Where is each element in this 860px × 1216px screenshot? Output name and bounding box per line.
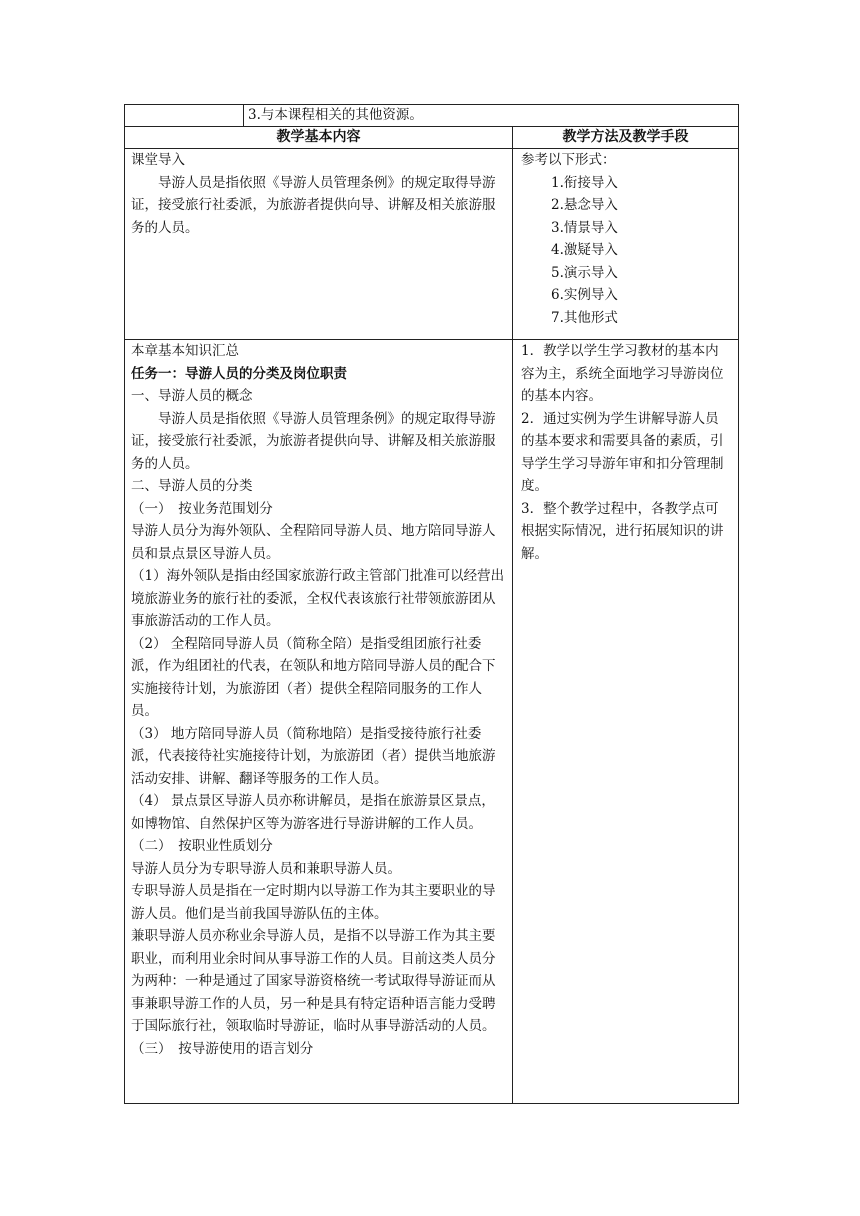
- paragraph: 专职导游人员是指在一定时期内以导游工作为其主要职业的导游人员。他们是当前我国导游队伍的主体。: [131, 883, 496, 922]
- header-row: [125, 127, 739, 149]
- subsection-heading: （一） 按业务范围划分: [131, 500, 273, 517]
- list-item: 6.实例导入: [551, 287, 618, 303]
- knowledge-row: [125, 340, 739, 1104]
- list-item: 2.悬念导入: [551, 197, 618, 213]
- knowledge-content-cell: [125, 340, 513, 1104]
- list-item: （2） 全程陪同导游人员（简称全陪）是指受组团旅行社委派，作为组团社的代表，在领队和地方陪同导游人员的配合下实施接待计划，为旅游团（者）提供全程陪同服务的工作人员。: [131, 635, 496, 719]
- list-item: 3.情景导入: [551, 219, 618, 236]
- resources-item: 3.与本课程相关的其他资源。: [244, 105, 739, 127]
- lesson-plan-table: [124, 104, 739, 1104]
- intro-content-cell: [125, 149, 513, 340]
- intro-methods-title: 参考以下形式：: [521, 152, 616, 168]
- list-item: 4.激疑导入: [551, 242, 618, 258]
- header-content: 教学基本内容: [125, 127, 513, 149]
- method-item: 1．教学以学生学习教材的基本内容为主，系统全面地学习导游岗位的基本内容。: [521, 343, 724, 404]
- subsection-heading: （三） 按导游使用的语言划分: [131, 1040, 314, 1057]
- knowledge-title: 本章基本知识汇总: [131, 343, 239, 359]
- method-item: 2．通过实例为学生讲解导游人员的基本要求和需要具备的素质，引导学生学习导游年审和扣分管理制度。: [521, 410, 724, 494]
- paragraph: 兼职导游人员亦称业余导游人员，是指不以导游工作为其主要职业，而利用业余时间从事导游工作的人员。目前这类人员分为两种：一种是通过了国家导游资格统一考试取得导游证而从事兼职导游工作的人员，另一种是具有特定语种语言能力受聘于国际旅行社，领取临时导游证，临时从事导游活动的人员。: [131, 928, 496, 1034]
- resources-row: [125, 105, 739, 127]
- list-item: 1.衔接导入: [551, 174, 618, 191]
- intro-methods-list: [521, 172, 732, 330]
- header-methods: 教学方法及教学手段: [513, 127, 739, 149]
- list-item: 5.演示导入: [551, 264, 618, 281]
- list-item: （4） 景点景区导游人员亦称讲解员，是指在旅游景区景点，如博物馆、自然保护区等为游客进行导游讲解的工作人员。: [131, 793, 495, 832]
- list-item: （1）海外领队是指由经国家旅游行政主管部门批准可以经营出境旅游业务的旅行社的委派，全权代表该旅行社带领旅游团从事旅游活动的工作人员。: [131, 568, 505, 629]
- subsection-heading: （二） 按职业性质划分: [131, 838, 273, 854]
- paragraph: 导游人员分为专职导游人员和兼职导游人员。: [131, 860, 401, 877]
- intro-paragraph: 导游人员是指依照《导游人员管理条例》的规定取得导游证，接受旅行社委派，为旅游者提供向导、讲解及相关旅游服务的人员。: [131, 174, 496, 236]
- section-heading: 二、导游人员的分类: [131, 478, 253, 494]
- concept-paragraph: 导游人员是指依照《导游人员管理条例》的规定取得导游证，接受旅行社委派，为旅游者提供向导、讲解及相关旅游服务的人员。: [131, 410, 496, 472]
- list-item: （3） 地方陪同导游人员（简称地陪）是指受接待旅行社委派，代表接待社实施接待计划，为旅游团（者）提供当地旅游活动安排、讲解、翻译等服务的工作人员。: [131, 725, 496, 787]
- intro-row: [125, 149, 739, 340]
- section-heading: 一、导游人员的概念: [131, 388, 253, 404]
- lesson-plan-page: [124, 104, 738, 1104]
- intro-title: 课堂导入: [131, 152, 185, 168]
- method-item: 3．整个教学过程中，各教学点可根据实际情况，进行拓展知识的讲解。: [521, 500, 724, 562]
- list-item: 7.其他形式: [551, 309, 618, 326]
- resources-label-cell: [125, 105, 244, 127]
- knowledge-methods-cell: [513, 340, 739, 1104]
- task-heading: 任务一：导游人员的分类及岗位职责: [131, 365, 347, 382]
- intro-methods-cell: [513, 149, 739, 340]
- paragraph: 导游人员分为海外领队、全程陪同导游人员、地方陪同导游人员和景点景区导游人员。: [131, 523, 496, 562]
